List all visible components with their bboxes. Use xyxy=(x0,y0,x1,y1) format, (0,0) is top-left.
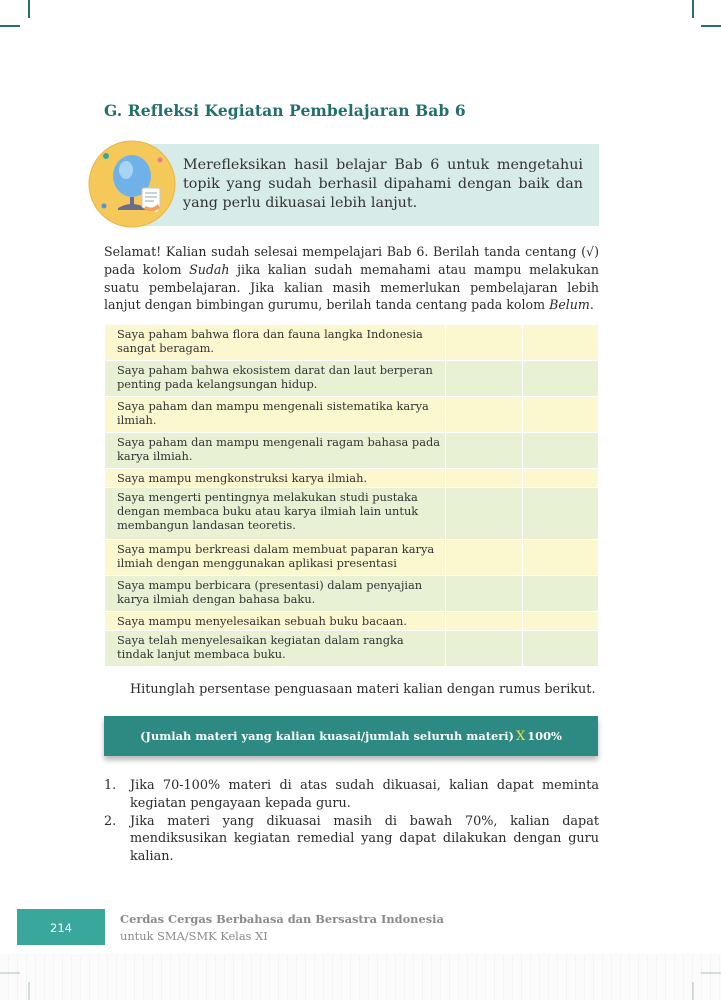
table-row xyxy=(105,612,599,631)
belum-check-cell[interactable] xyxy=(523,576,599,612)
table-row xyxy=(105,488,599,540)
table-row xyxy=(105,433,599,469)
notes-list xyxy=(104,777,599,866)
instruction-text: . xyxy=(589,297,594,313)
table-row xyxy=(105,397,599,433)
crop-mark xyxy=(692,0,694,18)
statement-cell: Saya mampu berkreasi dalam membuat paparan karya ilmiah dengan menggunakan aplikasi presentasi xyxy=(105,540,446,576)
reflection-checklist xyxy=(104,324,599,667)
belum-check-cell[interactable] xyxy=(523,397,599,433)
crop-mark xyxy=(28,0,30,18)
table-row xyxy=(105,325,599,361)
sudah-check-cell[interactable] xyxy=(446,433,523,469)
list-item xyxy=(104,813,599,866)
belum-check-cell[interactable] xyxy=(523,540,599,576)
sudah-check-cell[interactable] xyxy=(446,540,523,576)
statement-cell: Saya paham dan mampu mengenali ragam bahasa pada karya ilmiah. xyxy=(105,433,446,469)
book-title: Cerdas Cergas Berbahasa dan Bersastra Indonesia xyxy=(120,912,444,926)
belum-check-cell[interactable] xyxy=(523,469,599,488)
table-row xyxy=(105,361,599,397)
sudah-check-cell[interactable] xyxy=(446,612,523,631)
footer-band xyxy=(0,954,721,1000)
table-row xyxy=(105,631,599,667)
sudah-check-cell[interactable] xyxy=(446,325,523,361)
crop-mark xyxy=(701,25,721,27)
page-number: 214 xyxy=(17,909,105,945)
statement-cell: Saya mengerti pentingnya melakukan studi pustaka dengan membaca buku atau karya ilmiah lain untuk membangun landasan teoretis. xyxy=(105,488,446,540)
sudah-check-cell[interactable] xyxy=(446,631,523,667)
sudah-check-cell[interactable] xyxy=(446,576,523,612)
crop-mark xyxy=(0,25,20,27)
belum-check-cell[interactable] xyxy=(523,612,599,631)
belum-check-cell[interactable] xyxy=(523,325,599,361)
formula-right: 100% xyxy=(527,729,562,743)
sudah-check-cell[interactable] xyxy=(446,469,523,488)
statement-cell: Saya paham bahwa ekosistem darat dan laut berperan penting pada kelangsungan hidup. xyxy=(105,361,446,397)
belum-check-cell[interactable] xyxy=(523,631,599,667)
formula-left: (Jumlah materi yang kalian kuasai/jumlah seluruh materi) xyxy=(140,729,514,743)
statement-cell: Saya mampu menyelesaikan sebuah buku bacaan. xyxy=(105,612,446,631)
multiply-sign: X xyxy=(515,729,526,744)
table-row xyxy=(105,576,599,612)
list-text: Jika 70-100% materi di atas sudah dikuasai, kalian dapat meminta kegiatan pengayaan kepada guru. xyxy=(130,778,599,811)
sudah-check-cell[interactable] xyxy=(446,488,523,540)
belum-check-cell[interactable] xyxy=(523,433,599,469)
book-subtitle: untuk SMA/SMK Kelas XI xyxy=(120,929,268,943)
instruction-text: Selamat! Kalian sudah selesai mempelajari Bab 6. Berilah tanda centang (√) pada kolom xyxy=(104,244,599,277)
statement-cell: Saya telah menyelesaikan kegiatan dalam rangka tindak lanjut membaca buku. xyxy=(105,631,446,667)
instruction-text: jika kalian sudah memahami atau mampu melakukan suatu pembelajaran. Jika kalian masih memerlukan pembelajaran lebih lanjut dengan bimbingan gurumu, berilah tanda centang pada kolom xyxy=(104,261,599,313)
statement-cell: Saya paham dan mampu mengenali sistematika karya ilmiah. xyxy=(105,397,446,433)
section-heading: G. Refleksi Kegiatan Pembelajaran Bab 6 xyxy=(104,101,466,120)
belum-check-cell[interactable] xyxy=(523,488,599,540)
instruction-sudah: Sudah xyxy=(189,261,230,277)
table-row xyxy=(105,540,599,576)
formula-intro: Hitunglah persentase penguasaan materi kalian dengan rumus berikut. xyxy=(130,682,596,697)
belum-check-cell[interactable] xyxy=(523,361,599,397)
statement-cell: Saya paham bahwa flora dan fauna langka Indonesia sangat beragam. xyxy=(105,325,446,361)
sudah-check-cell[interactable] xyxy=(446,361,523,397)
list-number: 2. xyxy=(104,813,117,829)
table-row xyxy=(105,469,599,488)
intro-text: Merefleksikan hasil belajar Bab 6 untuk mengetahui topik yang sudah berhasil dipahami dengan baik dan yang perlu dikuasai lebih lanjut. xyxy=(183,157,583,211)
list-number: 1. xyxy=(104,778,117,793)
list-item xyxy=(104,777,599,813)
sudah-check-cell[interactable] xyxy=(446,397,523,433)
list-text: Jika materi yang dikuasai masih di bawah 70%, kalian dapat mendiksusikan kegiatan remedial yang dapat dilakukan dengan guru kalian. xyxy=(130,813,599,865)
statement-cell: Saya mampu mengkonstruksi karya ilmiah. xyxy=(105,469,446,488)
instruction-paragraph xyxy=(104,243,599,314)
statement-cell: Saya mampu berbicara (presentasi) dalam penyajian karya ilmiah dengan bahasa baku. xyxy=(105,576,446,612)
globe-reflection-icon xyxy=(86,138,178,230)
instruction-belum: Belum xyxy=(549,297,590,313)
formula-box xyxy=(104,716,598,756)
